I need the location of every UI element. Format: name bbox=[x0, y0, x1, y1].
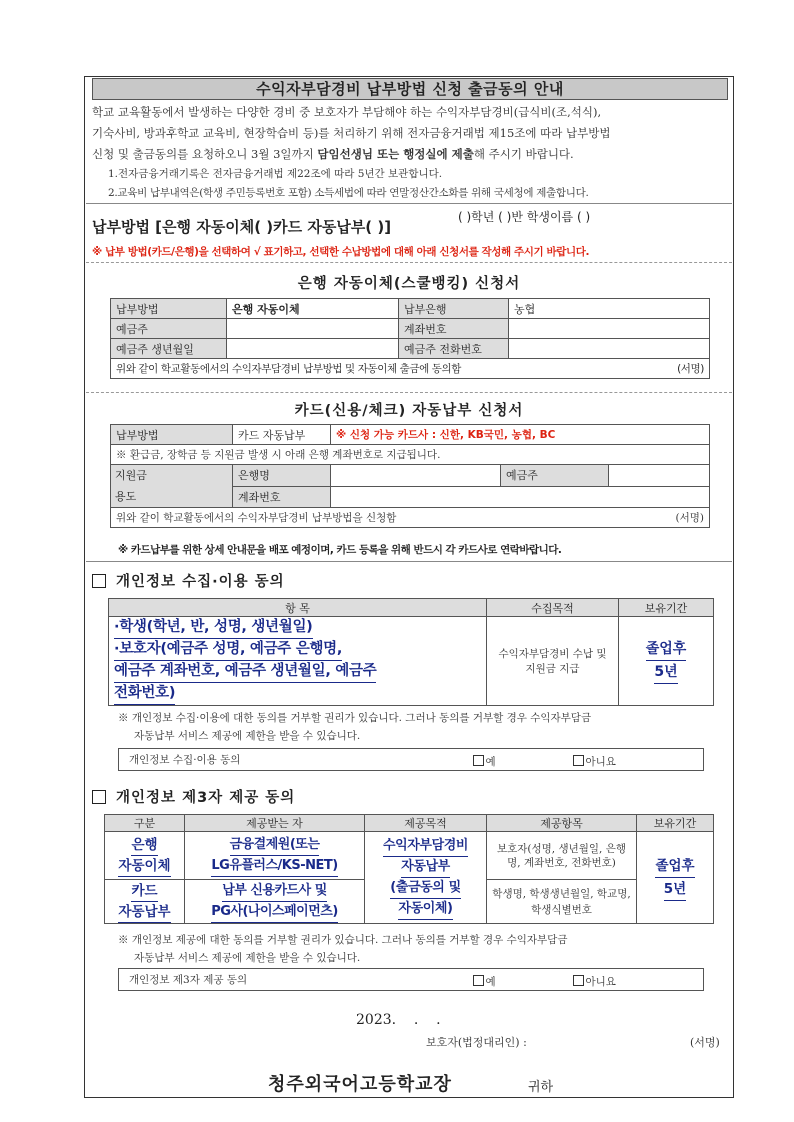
card-sign[interactable]: (서명) bbox=[675, 512, 704, 524]
third-col-purpose: 제공목적 bbox=[365, 815, 487, 832]
intro-note-1: 1.전자금융거래기록은 전자금융거래법 제22조에 따라 5년간 보관합니다. bbox=[108, 168, 443, 180]
third-row1-type: 은행 자동이체 bbox=[105, 832, 185, 880]
bank-holder-field[interactable] bbox=[227, 319, 399, 339]
fund-usage-label: 지원금 용도 bbox=[111, 465, 233, 508]
privacy-table bbox=[108, 598, 714, 706]
bank-phone-field[interactable] bbox=[509, 339, 710, 359]
intro-paragraph bbox=[92, 102, 732, 165]
privacy-period-cell: 졸업후 5년 bbox=[619, 617, 714, 706]
card-consent-row: 위와 같이 학교활동에서의 수익자부담경비 납부방법을 신청함 (서명) bbox=[111, 508, 710, 528]
intro-note-2: 2.교육비 납부내역은(학생 주민등록번호 포함) 소득세법에 따라 연말정산간소화를 위해 국세청에 제출합니다. bbox=[108, 187, 589, 199]
third-purpose-cell: 수익자부담경비 자동납부 (출금동의 및 자동이체) bbox=[365, 832, 487, 924]
bank-account-field[interactable] bbox=[509, 319, 710, 339]
bank-birth-label: 예금주 생년월일 bbox=[111, 339, 227, 359]
signature-date: 2023. . . bbox=[356, 1012, 441, 1028]
intro-line-3: 신청 및 출금동의를 요청하오니 3월 3일까지 담임선생님 또는 행정실에 제출해 주시기 바랍니다. bbox=[92, 147, 574, 161]
third-row1-recipient: 금융결제원(또는 LG유플러스/KS-NET) bbox=[185, 832, 365, 880]
bank-form-heading: 은행 자동이체(스쿨뱅킹) 신청서 bbox=[297, 276, 521, 292]
card-refund-note: ※ 환급금, 장학금 등 지원금 발생 시 아래 은행 계좌번호로 지급됩니다. bbox=[111, 445, 710, 465]
divider bbox=[86, 561, 732, 562]
privacy-yes-option[interactable]: 예 bbox=[473, 754, 496, 769]
privacy-note-1: ※ 개인정보 수집·이용에 대한 동의를 거부할 권리가 있습니다. 그러나 동의를 거부할 경우 수익자부담금 bbox=[118, 712, 592, 724]
guardian-sign[interactable]: (서명) bbox=[690, 1036, 720, 1049]
bank-phone-label: 예금주 전화번호 bbox=[399, 339, 509, 359]
third-party-checkbox[interactable] bbox=[92, 790, 106, 804]
payment-method-label: 납부방법 [은행 자동이체( )카드 자동납부( )] bbox=[92, 218, 392, 236]
third-party-table bbox=[104, 814, 714, 924]
bank-account-label: 계좌번호 bbox=[399, 319, 509, 339]
third-row2-recipient: 납부 신용카드사 및 PG사(나이스페이먼츠) bbox=[185, 880, 365, 924]
third-col-type: 구분 bbox=[105, 815, 185, 832]
method-warning: ※ 납부 방법(카드/은행)을 선택하여 √ 표기하고, 선택한 수납방법에 대해 아래 신청서를 작성해 주시기 바랍니다. bbox=[92, 246, 590, 258]
third-note-2: 자동납부 서비스 제공에 제한을 받을 수 있습니다. bbox=[134, 952, 361, 964]
bank-consent-row: 위와 같이 학교활동에서의 수익자부담경비 납부방법 및 자동이체 출금에 동의함 (서명) bbox=[111, 359, 710, 379]
third-consent-table bbox=[118, 968, 704, 991]
checkbox-icon[interactable] bbox=[573, 755, 584, 766]
privacy-checkbox[interactable] bbox=[92, 574, 106, 588]
student-info-line: ( )학년 ( )반 학생이름 ( ) bbox=[458, 210, 591, 224]
divider bbox=[86, 262, 732, 263]
privacy-consent-table bbox=[118, 748, 704, 771]
card-holder-field[interactable] bbox=[609, 465, 710, 487]
document-title: 수익자부담경비 납부방법 신청 출금동의 안내 bbox=[92, 78, 728, 100]
bank-sign[interactable]: (서명) bbox=[677, 363, 704, 375]
third-col-period: 보유기간 bbox=[637, 815, 714, 832]
card-bankname-field[interactable] bbox=[331, 465, 501, 487]
third-row1-items: 보호자(성명, 생년월일, 은행명, 계좌번호, 전화번호) bbox=[487, 832, 637, 880]
third-consent-row: 개인정보 제3자 제공 동의 예 아니요 bbox=[119, 969, 704, 991]
submit-to-text: 담임선생님 또는 행정실에 제출 bbox=[317, 147, 474, 161]
card-form-table bbox=[110, 424, 710, 528]
intro-line-2: 기숙사비, 방과후학교 교육비, 현장학습비 등)를 처리하기 위해 전자금융거래법 제15조에 따라 납부방법 bbox=[92, 126, 611, 140]
third-note-1: ※ 개인정보 제공에 대한 동의를 거부할 권리가 있습니다. 그러나 동의를 거부할 경우 수익자부담금 bbox=[118, 934, 568, 946]
privacy-col-purpose: 수집목적 bbox=[487, 599, 619, 617]
card-footer-note: ※ 카드납부를 위한 상세 안내문을 배포 예정이며, 카드 등록을 위해 반드시 각 카드사로 연락바랍니다. bbox=[118, 544, 562, 556]
card-method-label: 납부방법 bbox=[111, 425, 233, 445]
privacy-no-option[interactable]: 아니요 bbox=[573, 754, 616, 769]
third-col-recipient: 제공받는 자 bbox=[185, 815, 365, 832]
checkbox-icon[interactable] bbox=[473, 975, 484, 986]
privacy-note-2: 자동납부 서비스 제공에 제한을 받을 수 있습니다. bbox=[134, 730, 361, 742]
intro-line-1: 학교 교육활동에서 발생하는 다양한 경비 중 보호자가 부담해야 하는 수익자부담경비(급식비(조,석식), bbox=[92, 105, 602, 119]
bank-name-value: 농협 bbox=[509, 299, 710, 319]
third-party-heading: 개인정보 제3자 제공 동의 bbox=[92, 786, 295, 807]
bank-name-label: 납부은행 bbox=[399, 299, 509, 319]
bank-method-label: 납부방법 bbox=[111, 299, 227, 319]
card-available-list: ※ 신청 가능 카드사 : 신한, KB국민, 농협, BC bbox=[331, 425, 710, 445]
bank-holder-label: 예금주 bbox=[111, 319, 227, 339]
card-form-heading: 카드(신용/체크) 자동납부 신청서 bbox=[294, 403, 524, 419]
bank-birth-field[interactable] bbox=[227, 339, 399, 359]
divider bbox=[86, 392, 732, 393]
privacy-purpose-cell: 수익자부담경비 수납 및 지원금 지급 bbox=[487, 617, 619, 706]
third-row2-type: 카드 자동납부 bbox=[105, 880, 185, 924]
third-period-cell: 졸업후 5년 bbox=[637, 832, 714, 924]
divider bbox=[86, 203, 732, 204]
guardian-label: 보호자(법정대리인) : bbox=[426, 1036, 527, 1049]
checkbox-icon[interactable] bbox=[573, 975, 584, 986]
regards-text: 귀하 bbox=[528, 1080, 554, 1095]
third-col-items: 제공항목 bbox=[487, 815, 637, 832]
privacy-col-period: 보유기간 bbox=[619, 599, 714, 617]
card-method-value: 카드 자동납부 bbox=[233, 425, 331, 445]
privacy-items-cell: ·학생(학년, 반, 성명, 생년월일) ·보호자(예금주 성명, 예금주 은행명, 예금주 계좌번호, 예금주 생년월일, 예금주 전화번호) bbox=[109, 617, 487, 706]
bank-method-value: 은행 자동이체 bbox=[227, 299, 399, 319]
school-name: 청주외국어고등학교장 bbox=[268, 1074, 452, 1095]
checkbox-icon[interactable] bbox=[473, 755, 484, 766]
card-bankname-label: 은행명 bbox=[233, 465, 331, 487]
third-yes-option[interactable]: 예 bbox=[473, 974, 496, 989]
privacy-consent-row: 개인정보 수집·이용 동의 예 아니요 bbox=[119, 749, 704, 771]
card-account-field[interactable] bbox=[331, 486, 710, 508]
privacy-heading: 개인정보 수집·이용 동의 bbox=[92, 570, 285, 591]
privacy-col-item: 항 목 bbox=[109, 599, 487, 617]
third-no-option[interactable]: 아니요 bbox=[573, 974, 616, 989]
bank-form-table bbox=[110, 298, 710, 379]
card-holder-label: 예금주 bbox=[501, 465, 609, 487]
third-row2-items: 학생명, 학생생년월일, 학교명, 학생식별번호 bbox=[487, 880, 637, 924]
card-account-label: 계좌번호 bbox=[233, 486, 331, 508]
